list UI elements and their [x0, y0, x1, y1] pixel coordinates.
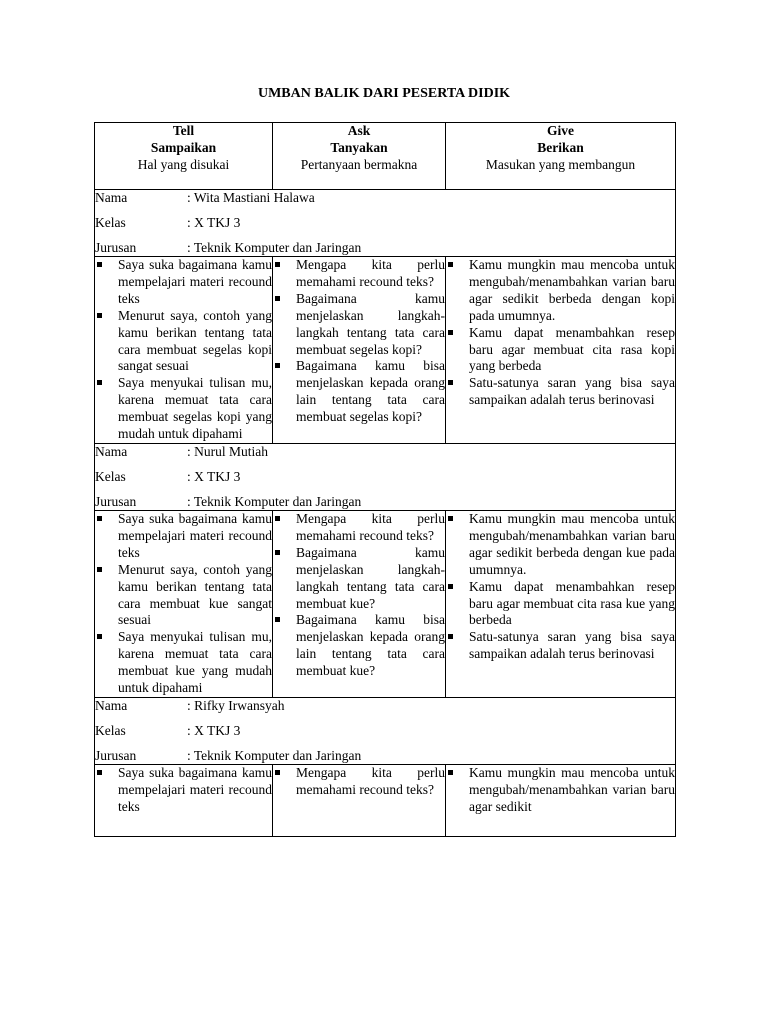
header-ask-desc: Pertanyaan bermakna	[300, 156, 418, 172]
student-rows	[95, 190, 676, 837]
student-info-cell	[95, 190, 676, 257]
jurusan-label: Jurusan	[95, 493, 137, 509]
give-cell	[446, 257, 676, 444]
nama-value: : Nurul Mutiah	[187, 443, 268, 459]
student-nama-line	[95, 444, 675, 469]
give-cell	[446, 510, 676, 697]
ask-list-item: Bagaimana kamu bisa menjelaskan kepada orang lain tentang tata cara membuat segelas kopi?	[273, 358, 445, 426]
give-list-item: Satu-satunya saran yang bisa saya sampaikan adalah terus berinovasi	[446, 375, 675, 409]
give-cell-content	[446, 765, 675, 836]
tell-list-item: Saya suka bagaimana kamu mempelajari materi recound teks	[95, 511, 272, 562]
kelas-value: : X TKJ 3	[187, 468, 241, 484]
tell-list	[95, 257, 272, 443]
header-ask-en: Ask	[347, 123, 371, 138]
give-cell	[446, 764, 676, 836]
header-tell-desc: Hal yang disukai	[137, 156, 230, 172]
give-list-item: Satu-satunya saran yang bisa saya sampaikan adalah terus berinovasi	[446, 629, 675, 663]
give-list	[446, 511, 675, 663]
tell-list	[95, 511, 272, 697]
student-info-cell	[95, 443, 676, 510]
student-kelas-line	[95, 469, 675, 494]
jurusan-value: : Teknik Komputer dan Jaringan	[187, 240, 362, 255]
kelas-label: Kelas	[95, 468, 126, 484]
ask-list	[273, 511, 445, 680]
tell-list-item: Menurut saya, contoh yang kamu berikan tentang tata cara membuat segelas kopi sangat sesuai	[95, 308, 272, 376]
header-tell	[95, 123, 273, 190]
student-jurusan-line	[95, 748, 675, 764]
kelas-value: : X TKJ 3	[187, 215, 241, 230]
header-ask	[273, 123, 446, 190]
student-info-row	[95, 697, 676, 764]
student-feedback-row	[95, 510, 676, 697]
tell-list-item: Saya suka bagaimana kamu mempelajari materi recound teks	[95, 765, 272, 816]
jurusan-label: Jurusan	[95, 240, 137, 255]
give-list-item: Kamu dapat menambahkan resep baru agar membuat cita rasa kopi yang berbeda	[446, 325, 675, 376]
header-give-desc: Masukan yang membangun	[485, 156, 636, 172]
student-info-cell	[95, 697, 676, 764]
ask-list-item: Mengapa kita perlu memahami recound teks?	[273, 765, 445, 799]
ask-cell	[273, 764, 446, 836]
jurusan-label: Jurusan	[95, 747, 137, 763]
tell-list	[95, 765, 272, 816]
kelas-value: : X TKJ 3	[187, 722, 241, 738]
student-feedback-row	[95, 764, 676, 836]
ask-list-item: Mengapa kita perlu memahami recound teks?	[273, 257, 445, 291]
feedback-table	[94, 122, 676, 837]
give-list-item: Kamu mungkin mau mencoba untuk mengubah/menambahkan varian baru agar sedikit	[446, 765, 675, 816]
give-list	[446, 765, 675, 816]
give-list-item: Kamu mungkin mau mencoba untuk mengubah/menambahkan varian baru agar sedikit berbeda dengan kopi pada umumnya.	[446, 257, 675, 325]
tell-cell-content	[95, 765, 272, 836]
give-list-item: Kamu mungkin mau mencoba untuk mengubah/menambahkan varian baru agar sedikit berbeda dengan kue pada umumnya.	[446, 511, 675, 579]
student-kelas-line	[95, 215, 675, 240]
student-nama-line	[95, 190, 675, 215]
ask-cell-content	[273, 765, 445, 836]
ask-list	[273, 765, 445, 799]
student-jurusan-line	[95, 494, 675, 510]
ask-list-item: Bagaimana kamu menjelaskan langkah-langkah tentang tata cara membuat segelas kopi?	[273, 291, 445, 359]
student-feedback-row	[95, 257, 676, 444]
header-tell-id: Sampaikan	[150, 139, 217, 155]
header-give-id: Berikan	[537, 139, 584, 155]
tell-list-item: Saya suka bagaimana kamu mempelajari materi recound teks	[95, 257, 272, 308]
tell-list-item: Saya menyukai tulisan mu, karena memuat tata cara membuat segelas kopi yang mudah untuk dipahami	[95, 375, 272, 443]
ask-cell	[273, 510, 446, 697]
student-info-row	[95, 443, 676, 510]
ask-list	[273, 257, 445, 426]
tell-cell	[95, 510, 273, 697]
header-give-en: Give	[547, 123, 574, 138]
student-kelas-line	[95, 723, 675, 748]
give-list-item: Kamu dapat menambahkan resep baru agar membuat cita rasa kue yang berbeda	[446, 579, 675, 630]
nama-label: Nama	[95, 697, 128, 713]
nama-value: : Rifky Irwansyah	[187, 697, 285, 713]
table-header-row	[95, 123, 676, 190]
give-list	[446, 257, 675, 409]
tell-list-item: Menurut saya, contoh yang kamu berikan tentang tata cara membuat kue sangat sesuai	[95, 562, 272, 630]
nama-value: : Wita Mastiani Halawa	[187, 190, 315, 205]
kelas-label: Kelas	[95, 215, 126, 230]
student-jurusan-line	[95, 240, 675, 256]
document-title: UMBAN BALIK DARI PESERTA DIDIK	[257, 86, 511, 101]
tell-cell	[95, 764, 273, 836]
student-nama-line	[95, 698, 675, 723]
tell-list-item: Saya menyukai tulisan mu, karena memuat tata cara membuat kue yang mudah untuk dipahami	[95, 629, 272, 697]
jurusan-value: : Teknik Komputer dan Jaringan	[187, 493, 362, 509]
student-info-row	[95, 190, 676, 257]
tell-cell	[95, 257, 273, 444]
header-tell-en: Tell	[172, 123, 195, 138]
ask-list-item: Bagaimana kamu menjelaskan langkah-langkah tentang tata cara membuat kue?	[273, 545, 445, 613]
ask-cell	[273, 257, 446, 444]
header-give	[446, 123, 676, 190]
ask-list-item: Mengapa kita perlu memahami recound teks?	[273, 511, 445, 545]
nama-label: Nama	[95, 190, 128, 205]
jurusan-value: : Teknik Komputer dan Jaringan	[187, 747, 362, 763]
header-ask-id: Tanyakan	[330, 139, 388, 155]
nama-label: Nama	[95, 443, 128, 459]
kelas-label: Kelas	[95, 722, 126, 738]
ask-list-item: Bagaimana kamu bisa menjelaskan kepada orang lain tentang tata cara membuat kue?	[273, 612, 445, 680]
